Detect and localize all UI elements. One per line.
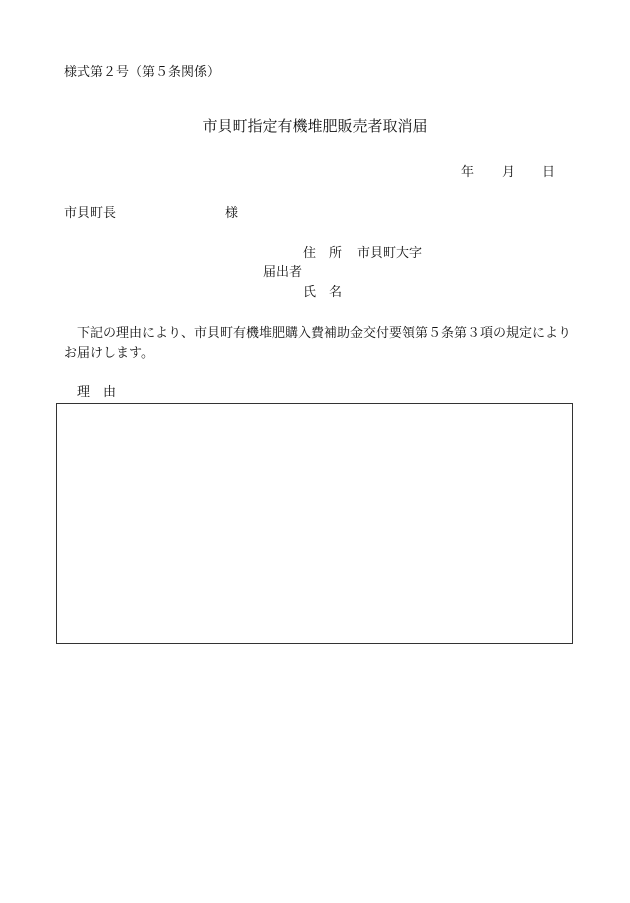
date-day-label: 日 (542, 165, 556, 180)
date-month-label: 月 (502, 165, 516, 180)
document-title: 市貝町指定有機堆肥販売者取消届 (202, 117, 428, 135)
reason-label: 理由 (77, 385, 130, 400)
applicant-role-label: 届出者 (263, 265, 303, 280)
date-year-label: 年 (461, 165, 475, 180)
addressee-name: 市貝町長 (64, 206, 117, 221)
address-label: 住所 (303, 246, 356, 261)
name-label: 氏名 (303, 285, 356, 300)
addressee-honorific: 様 (225, 206, 239, 221)
form-number: 様式第２号（第５条関係） (64, 65, 221, 80)
body-text: 下記の理由により、市貝町有機堆肥購入費補助金交付要領第５条第３項の規定によりお届けします。 (64, 326, 572, 361)
address-value: 市貝町大字 (357, 246, 423, 261)
reason-box[interactable] (56, 403, 573, 644)
